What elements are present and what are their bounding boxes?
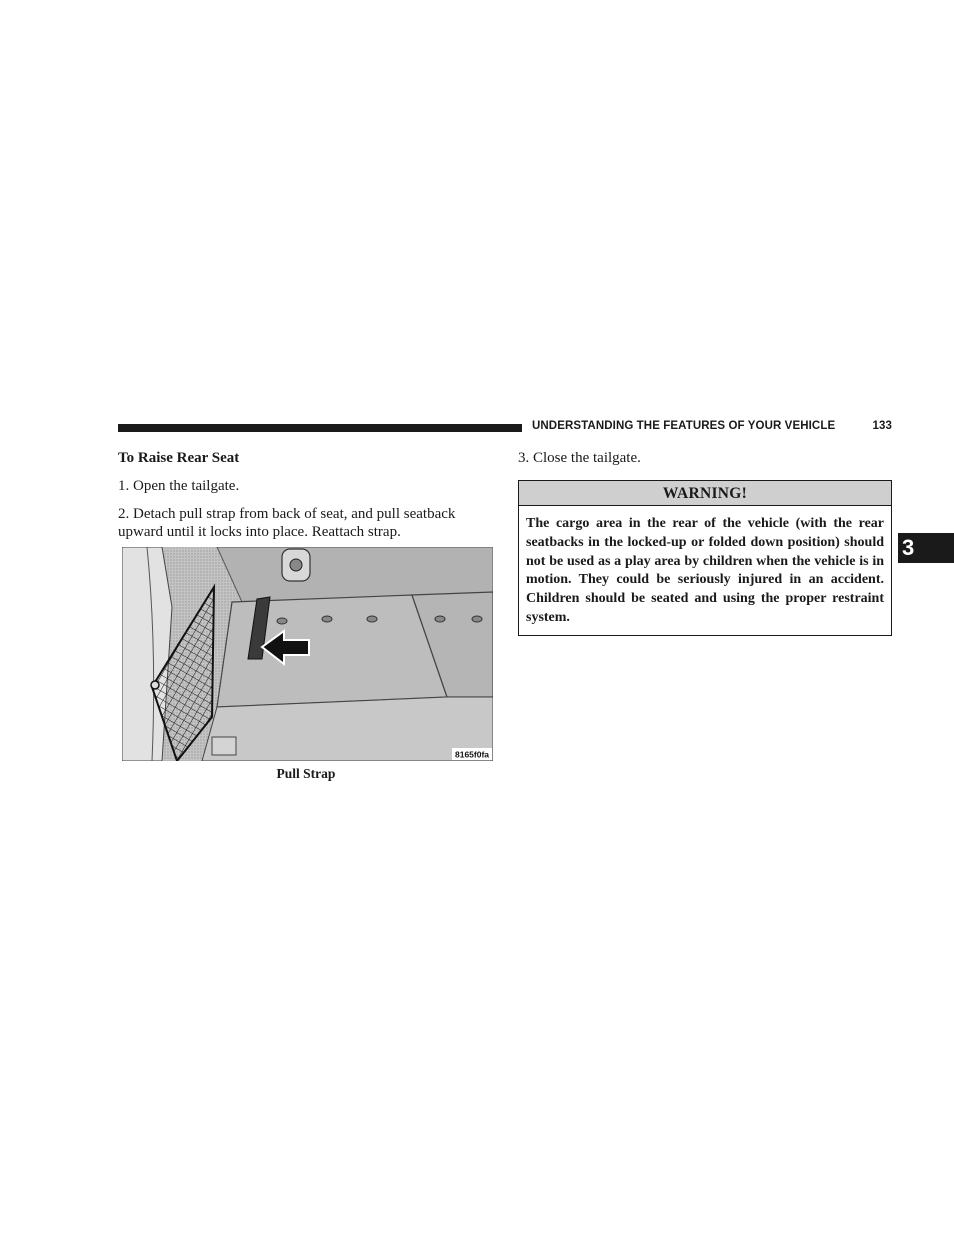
section-title: UNDERSTANDING THE FEATURES OF YOUR VEHICLE — [532, 420, 836, 432]
cargo-area-illustration — [122, 547, 493, 761]
step-1: 1. Open the tailgate. — [118, 478, 240, 494]
warning-text: The cargo area in the rear of the vehicle (with the rear seatbacks in the locked-up or folded down position) should not be used as a play area by children when the vehicle is in motion. They could be seriously injured in an accident. Children should be seated and using the proper restraint system. — [526, 516, 884, 625]
warning-title: WARNING! — [519, 481, 891, 506]
running-header — [532, 420, 892, 432]
warning-box — [518, 480, 892, 636]
chapter-tab[interactable]: 3 — [898, 533, 954, 563]
figure-caption: Pull Strap — [276, 766, 336, 781]
left-column — [118, 448, 494, 468]
step-2: 2. Detach pull strap from back of seat, and pull seatback upward until it locks into place. Reattach strap. — [118, 506, 456, 540]
section-heading: To Raise Rear Seat — [118, 450, 240, 466]
header-rule — [118, 424, 522, 432]
step-3: 3. Close the tailgate. — [518, 450, 641, 466]
image-code: 8165f0fa — [454, 749, 490, 760]
page-number: 133 — [872, 420, 892, 432]
pull-strap-figure — [122, 547, 493, 761]
